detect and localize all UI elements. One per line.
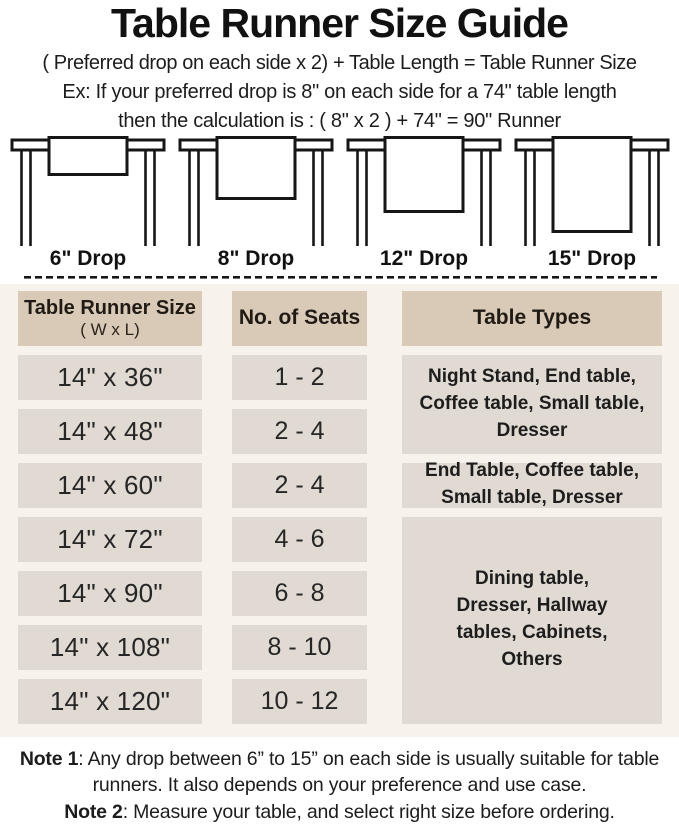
note-2-text: : Measure your table, and select right size before ordering. — [122, 800, 615, 823]
size-cell-7: 14" x 120" — [18, 679, 202, 724]
note-1 — [9, 746, 671, 799]
seats-cell-3: 2 - 4 — [232, 463, 367, 508]
drop-label-12: 12" Drop — [379, 246, 469, 270]
seats-cell-5: 6 - 8 — [232, 571, 367, 616]
header-cell-runner-size — [18, 291, 202, 346]
note-2 — [9, 799, 671, 826]
drop-label-15: 15" Drop — [547, 246, 637, 270]
header-cell-table-types: Table Types — [402, 291, 662, 346]
size-table — [18, 291, 679, 724]
size-cell-4: 14" x 72" — [18, 517, 202, 562]
header-runner-size-subtitle: ( W x L) — [80, 319, 140, 339]
table-types-text-3: Dining table, Dresser, Hallway tables, Cabinets, Others — [456, 568, 608, 671]
example-line-1: Ex: If your preferred drop is 8" on each side for a 74" table length — [62, 80, 617, 103]
size-cell-6: 14" x 108" — [18, 625, 202, 670]
diagram-15-drop — [512, 136, 672, 271]
size-table-section — [0, 284, 679, 737]
size-cell-5: 14" x 90" — [18, 571, 202, 616]
seats-cell-1: 1 - 2 — [232, 355, 367, 400]
drop-label-8: 8" Drop — [217, 246, 295, 270]
table-runner-12-drop-illustration — [344, 136, 504, 246]
drop-label-6: 6" Drop — [49, 246, 127, 270]
size-cell-1: 14" x 36" — [18, 355, 202, 400]
note-1-text: : Any drop between 6” to 15” on each side is usually suitable for table runners. It also depends on your preference and use case. — [78, 747, 660, 797]
seats-cell-6: 8 - 10 — [232, 625, 367, 670]
header — [0, 0, 679, 133]
table-types-cell-large-tables — [402, 517, 662, 724]
table-runner-6-drop-illustration — [8, 136, 168, 246]
size-cell-2: 14" x 48" — [18, 409, 202, 454]
seats-cell-4: 4 - 6 — [232, 517, 367, 562]
formula-text: ( Preferred drop on each side x 2) + Table Length = Table Runner Size — [42, 51, 637, 74]
example-line-2: then the calculation is : ( 8" x 2 ) + 74" = 90" Runner — [118, 109, 561, 132]
size-cell-3: 14" x 60" — [18, 463, 202, 508]
table-types-cell-small-tables — [402, 355, 662, 454]
table-types-text-1: Night Stand, End table, Coffee table, Small table, Dresser — [419, 365, 645, 441]
diagram-6-drop — [8, 136, 168, 271]
diagram-8-drop — [176, 136, 336, 271]
header-cell-seats: No. of Seats — [232, 291, 367, 346]
diagram-12-drop — [344, 136, 504, 271]
seats-cell-7: 10 - 12 — [232, 679, 367, 724]
page-title: Table Runner Size Guide — [111, 0, 568, 46]
note-1-label: Note 1 — [19, 747, 79, 770]
table-runner-8-drop-illustration — [176, 136, 336, 246]
notes — [0, 737, 679, 826]
header-runner-size-title: Table Runner Size — [24, 296, 196, 319]
table-types-cell-medium-tables — [402, 460, 662, 509]
table-types-text-2: End Table, Coffee table, Small table, Dresser — [425, 460, 639, 509]
note-2-label: Note 2 — [64, 800, 123, 823]
drop-diagrams-row — [0, 133, 679, 271]
seats-cell-2: 2 - 4 — [232, 409, 367, 454]
table-runner-15-drop-illustration — [512, 136, 672, 246]
dashed-divider — [24, 276, 657, 279]
